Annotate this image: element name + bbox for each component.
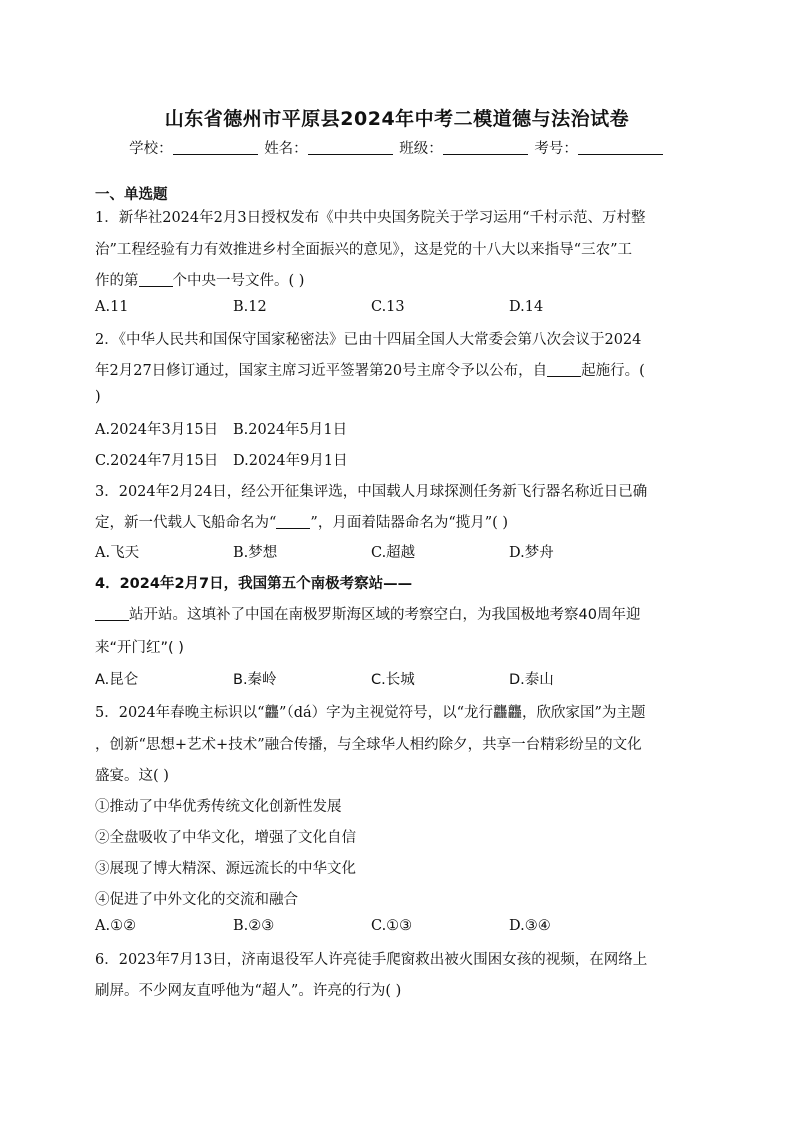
q4-option-c[interactable]: C.长城 [371,672,415,688]
q2-text-a: 年2月27日修订通过，国家主席习近平签署第20号主席令予以公布，自 [95,363,548,379]
q4-line-2 [95,603,640,624]
q5-statement-2: ②全盘吸收了中华文化，增强了文化自信 [95,830,356,846]
q2-line-1: 2．《中华人民共和国保守国家秘密法》已由十四届全国人大常委会第八次会议于2024 [95,332,642,348]
q1-text-b: 个中央一号文件。( ) [172,273,305,289]
q2-option-b[interactable]: B.2024年5月1日 [233,422,348,438]
q4-option-b[interactable]: B.秦岭 [233,672,277,688]
q4-option-a[interactable]: A.昆仑 [95,672,139,688]
q5-line-1: 5．2024年春晚主标识以“龘”（dá）字为主视觉符号，以“龙行龘龘，欣欣家国”为主题 [95,705,646,721]
exam-title: 山东省德州市平原县2024年中考二模道德与法治试卷 [164,108,630,130]
q2-text-b: 起施行。( [581,363,645,379]
q2-option-d[interactable]: D.2024年9月1日 [233,453,348,469]
q1-option-b[interactable]: B.12 [233,299,267,315]
q2-line-2 [95,359,645,380]
q3-line-2 [95,511,508,532]
name-label: 姓名： [264,141,308,157]
school-blank[interactable] [173,140,258,155]
q5-statement-4: ④促进了中外文化的交流和融合 [95,892,298,908]
q5-statement-1: ①推动了中华优秀传统文化创新性发展 [95,799,342,815]
number-label: 考号： [534,141,578,157]
q1-option-a[interactable]: A.11 [95,299,129,315]
q3-option-a[interactable]: A.飞天 [95,545,140,561]
q4-option-d[interactable]: D.泰山 [509,672,554,688]
q5-line-2: ，创新“思想+艺术+技术”融合传播，与全球华人相约除夕，共享一台精彩纷呈的文化 [95,737,642,753]
q5-option-c[interactable]: C.①③ [371,918,413,934]
q3-text-a: 定，新一代载人飞船命名为“ [95,515,277,531]
q1-line-2: 治”工程经验有力有效推进乡村全面振兴的意见》，这是党的十八大以来指导“三农”工 [95,242,632,258]
q3-option-b[interactable]: B.梦想 [233,545,278,561]
q1-line-1: 1．新华社2024年2月3日授权发布《中共中央国务院关于学习运用“千村示范、万村整 [95,210,646,226]
q3-option-d[interactable]: D.梦舟 [509,545,554,561]
q5-statement-3: ③展现了博大精深、源远流长的中华文化 [95,861,356,877]
q5-line-3: 盛宴。这( ) [95,768,169,784]
q2-option-a[interactable]: A.2024年3月15日 [95,422,219,438]
number-blank[interactable] [578,140,663,155]
q6-line-2: 刷屏。不少网友直呼他为“超人”。许亮的行为( ) [95,983,402,999]
q1-option-c[interactable]: C.13 [371,299,405,315]
section-heading: 一、单选题 [95,187,168,203]
q1-answer-blank [139,272,173,287]
q3-text-b: ”，月面着陆器命名为“揽月”( ) [310,515,509,531]
name-blank[interactable] [308,140,393,155]
q4-line-3: 来“开门红”( ) [95,640,184,656]
q1-option-d[interactable]: D.14 [509,299,544,315]
q5-option-d[interactable]: D.③④ [509,918,551,934]
q1-line-3 [95,269,304,290]
q6-line-1: 6．2023年7月13日，济南退役军人许亮徒手爬窗救出被火围困女孩的视频，在网络上 [95,952,648,968]
q4-text: 站开站。这填补了中国在南极罗斯海区域的考察空白，为我国极地考察40周年迎 [129,607,641,623]
q3-answer-blank [276,514,310,529]
q2-answer-blank [547,362,581,377]
q4-answer-blank [95,606,129,621]
class-label: 班级： [399,141,443,157]
q2-option-c[interactable]: C.2024年7月15日 [95,453,219,469]
q4-line-1: 4．2024年2月7日，我国第五个南极考察站—— [95,576,413,592]
class-blank[interactable] [443,140,528,155]
school-label: 学校： [129,141,173,157]
q5-option-b[interactable]: B.②③ [233,918,275,934]
q3-option-c[interactable]: C.超越 [371,545,416,561]
student-info-line [0,137,794,158]
q3-line-1: 3．2024年2月24日，经公开征集评选，中国载人月球探测任务新飞行器名称近日已确 [95,484,648,500]
q2-line-3: ) [95,389,101,405]
q1-text-a: 作的第 [95,273,139,289]
q5-option-a[interactable]: A.①② [95,918,137,934]
